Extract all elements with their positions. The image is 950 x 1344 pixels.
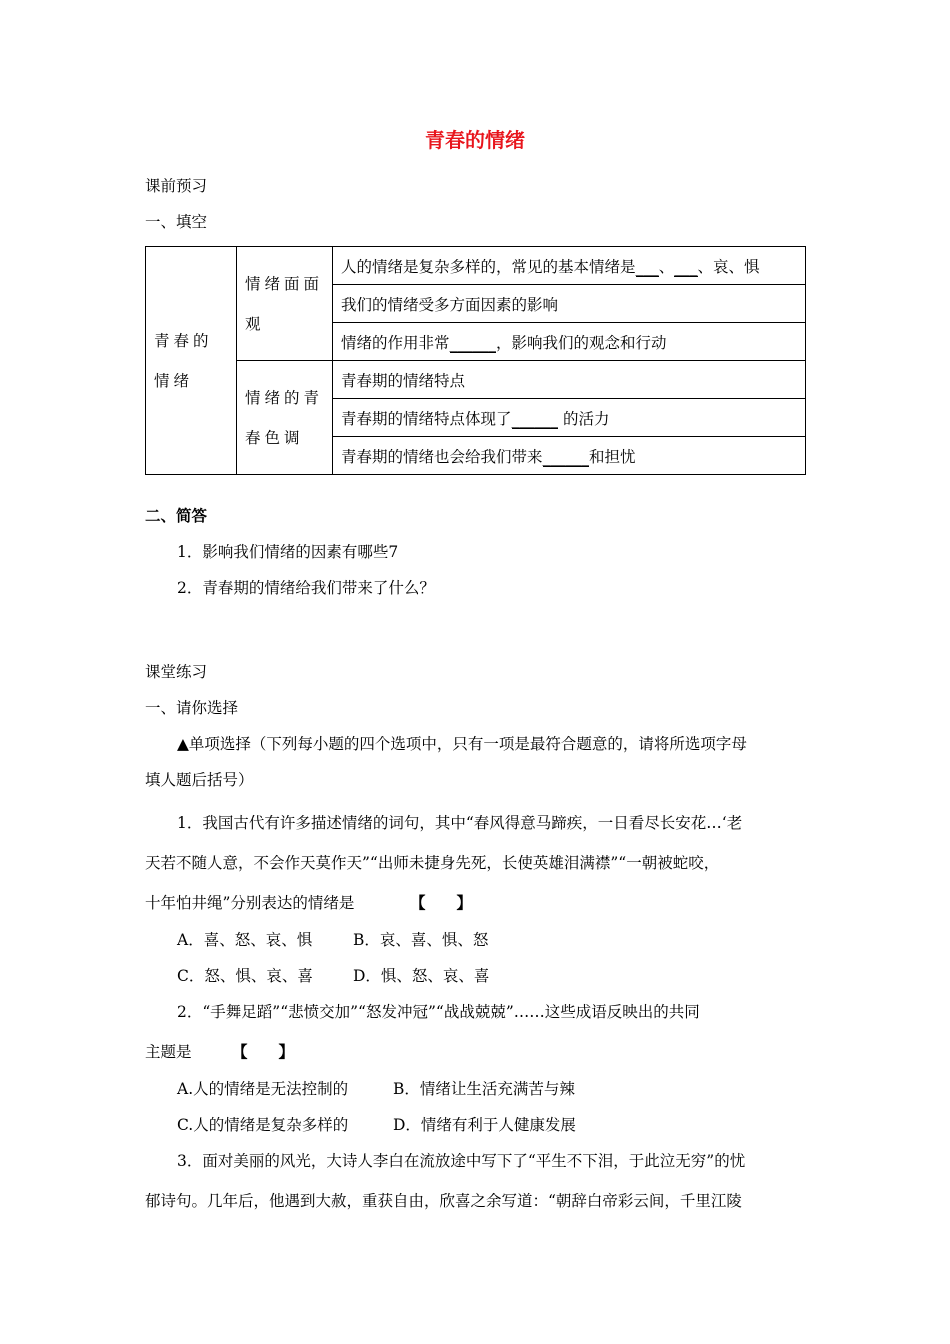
row-text: ，影响我们的观念和行动	[496, 333, 667, 352]
page-title: 青春的情绪	[425, 128, 525, 152]
question-3-line-1: 3．面对美丽的风光，大诗人李白在流放途中写下了“平生不下泪，于此泣无穷”的忧	[177, 1152, 746, 1170]
fill-blank-table	[145, 246, 806, 475]
short-question-2: 2．青春期的情绪给我们带来了什么？	[177, 579, 435, 597]
short-question-1: 1．影响我们情绪的因素有哪些7	[177, 543, 399, 561]
blank-field[interactable]: ______	[542, 447, 590, 466]
option-a[interactable]: A.人的情绪是无法控制的	[177, 1080, 349, 1098]
option-d[interactable]: D．惧、怒、哀、喜	[353, 967, 490, 985]
row-text: 的活力	[558, 409, 610, 428]
blank-field[interactable]: ___	[674, 257, 698, 276]
option-b[interactable]: B．情绪让生活充满苦与辣	[393, 1080, 575, 1098]
question-1-line-1: 1．我国古代有许多描述情绪的词句，其中“春风得意马蹄疾，一日看尽长安花…‘老	[177, 814, 743, 832]
short-answer-heading: 二、简答	[145, 507, 208, 525]
row-text: 、哀、惧	[697, 257, 760, 276]
option-d[interactable]: D．情绪有利于人健康发展	[393, 1116, 576, 1134]
choice-heading: 一、请你选择	[145, 699, 239, 717]
table-row: 我们的情绪受多方面因素的影响	[333, 285, 806, 323]
table-row	[333, 247, 806, 285]
fill-blank-heading: 一、填空	[145, 213, 208, 231]
blank-field[interactable]: ___	[635, 257, 659, 276]
table-row	[333, 437, 806, 475]
table-row	[333, 323, 806, 361]
question-3-line-2: 郁诗句。几年后，他遇到大赦，重获自由，欣喜之余写道：“朝辞白帝彩云间，千里江陵	[145, 1192, 742, 1210]
option-b[interactable]: B．哀、喜、惧、怒	[353, 931, 489, 949]
row-text: 情绪的作用非常	[341, 333, 450, 352]
question-2-line-2: 主题是	[145, 1043, 192, 1061]
answer-bracket[interactable]: 【 】	[232, 1043, 295, 1061]
table-topic-cell: 青春的情绪	[146, 247, 237, 475]
row-text: 和担忧	[589, 447, 636, 466]
row-text: 、	[658, 257, 675, 276]
option-a[interactable]: A．喜、怒、哀、惧	[177, 931, 313, 949]
row-text: 青春期的情绪也会给我们带来	[341, 447, 543, 466]
question-1-line-3: 十年怕井绳”分别表达的情绪是	[145, 894, 355, 912]
table-group-label: 情绪面面观	[237, 247, 333, 361]
row-text: 人的情绪是复杂多样的，常见的基本情绪是	[341, 257, 636, 276]
instruction-line-2: 填人题后括号）	[145, 771, 254, 789]
section-heading-preview: 课前预习	[145, 177, 208, 195]
blank-field[interactable]: ______	[511, 409, 559, 428]
answer-bracket[interactable]: 【 】	[410, 894, 473, 912]
instruction-line-1: ▲单项选择（下列每小题的四个选项中，只有一项是最符合题意的，请将所选项字母	[177, 735, 747, 753]
section-heading-practice: 课堂练习	[145, 663, 208, 681]
blank-field[interactable]: ______	[449, 333, 497, 352]
question-1-line-2: 天若不随人意，不会作天莫作天”“出师未捷身先死，长使英雄泪满襟”“一朝被蛇咬，	[145, 854, 720, 872]
option-c[interactable]: C．怒、惧、哀、喜	[177, 967, 313, 985]
table-group-label: 情绪的青春色调	[237, 361, 333, 475]
row-text: 青春期的情绪特点体现了	[341, 409, 512, 428]
table-row	[333, 399, 806, 437]
option-c[interactable]: C.人的情绪是复杂多样的	[177, 1116, 349, 1134]
table-row: 青春期的情绪特点	[333, 361, 806, 399]
question-2-line-1: 2．“手舞足蹈”“悲愤交加”“怒发冲冠”“战战兢兢”……这些成语反映出的共同	[177, 1003, 700, 1021]
